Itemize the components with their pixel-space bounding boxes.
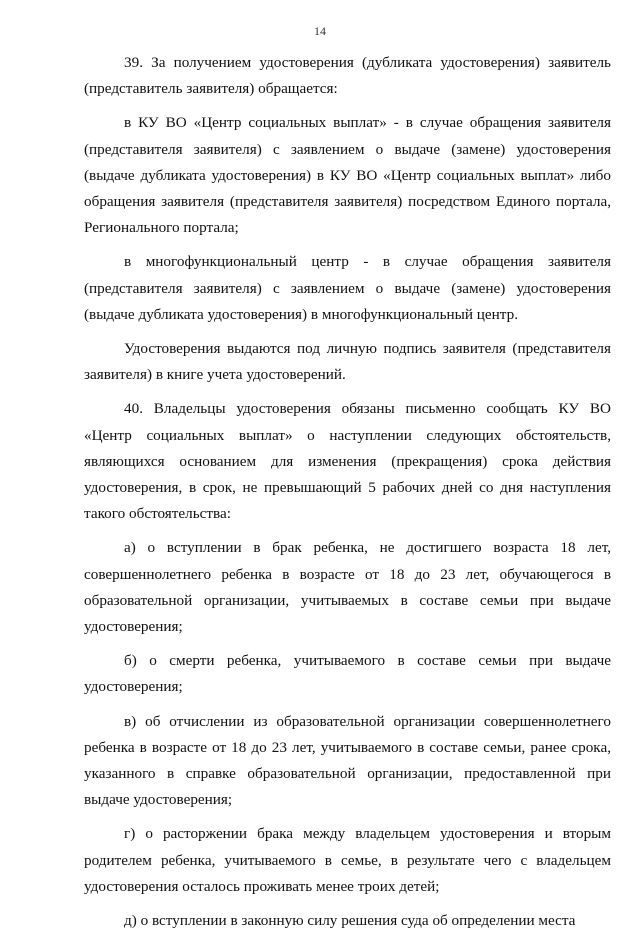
paragraph-40-v: в) об отчислении из образовательной организации совершеннолетнего ребенка в возрасте от 18 до 23 лет, учитываемого в составе семьи, ранее срока, указанного в справке образовательной организации, предоставленной при выдаче удостоверения;: [84, 712, 611, 809]
paragraph-39-ku-vo: в КУ ВО «Центр социальных выплат» - в случае обращения заявителя (представителя заявителя) с заявлением о выдаче (замене) удостоверения (выдаче дубликата удостоверения) в КУ ВО «Центр социальных выплат» либо обращения заявителя (представителя заявителя) посредством Единого портала, Регионального портала;: [84, 114, 611, 237]
paragraph-39: 39. За получением удостоверения (дубликата удостоверения) заявитель (представитель заявителя) обращается:: [84, 54, 611, 98]
paragraph-40-a: а) о вступлении в брак ребенка, не достигшего возраста 18 лет, совершеннолетнего ребенка в возрасте от 18 до 23 лет, обучающегося в образовательной организации, учитываемых в составе семьи при выдаче удостоверения;: [84, 539, 611, 636]
paragraph-40: 40. Владельцы удостоверения обязаны письменно сообщать КУ ВО «Центр социальных выплат» о наступлении следующих обстоятельств, являющихся основанием для изменения (прекращения) срока действия удостоверения, в срок, не превышающий 5 рабочих дней со дня наступления такого обстоятельства:: [84, 400, 611, 523]
paragraph-39-signature: Удостоверения выдаются под личную подпись заявителя (представителя заявителя) в книге учета удостоверений.: [84, 340, 611, 384]
document-body: [84, 50, 611, 942]
paragraph-40-d: д) о вступлении в законную силу решения суда об определении места: [124, 912, 576, 930]
paragraph-40-g: г) о расторжении брака между владельцем удостоверения и вторым родителем ребенка, учитываемого в семье, в результате чего с владельцем удостоверения осталось проживать менее троих детей;: [84, 825, 611, 895]
paragraph-39-mfc: в многофункциональный центр - в случае обращения заявителя (представителя заявителя) с заявлением о выдаче (замене) удостоверения (выдаче дубликата удостоверения) в многофункциональный центр.: [84, 253, 611, 323]
page-number: 14: [314, 24, 326, 38]
paragraph-40-b: б) о смерти ребенка, учитываемого в составе семьи при выдаче удостоверения;: [84, 652, 611, 696]
